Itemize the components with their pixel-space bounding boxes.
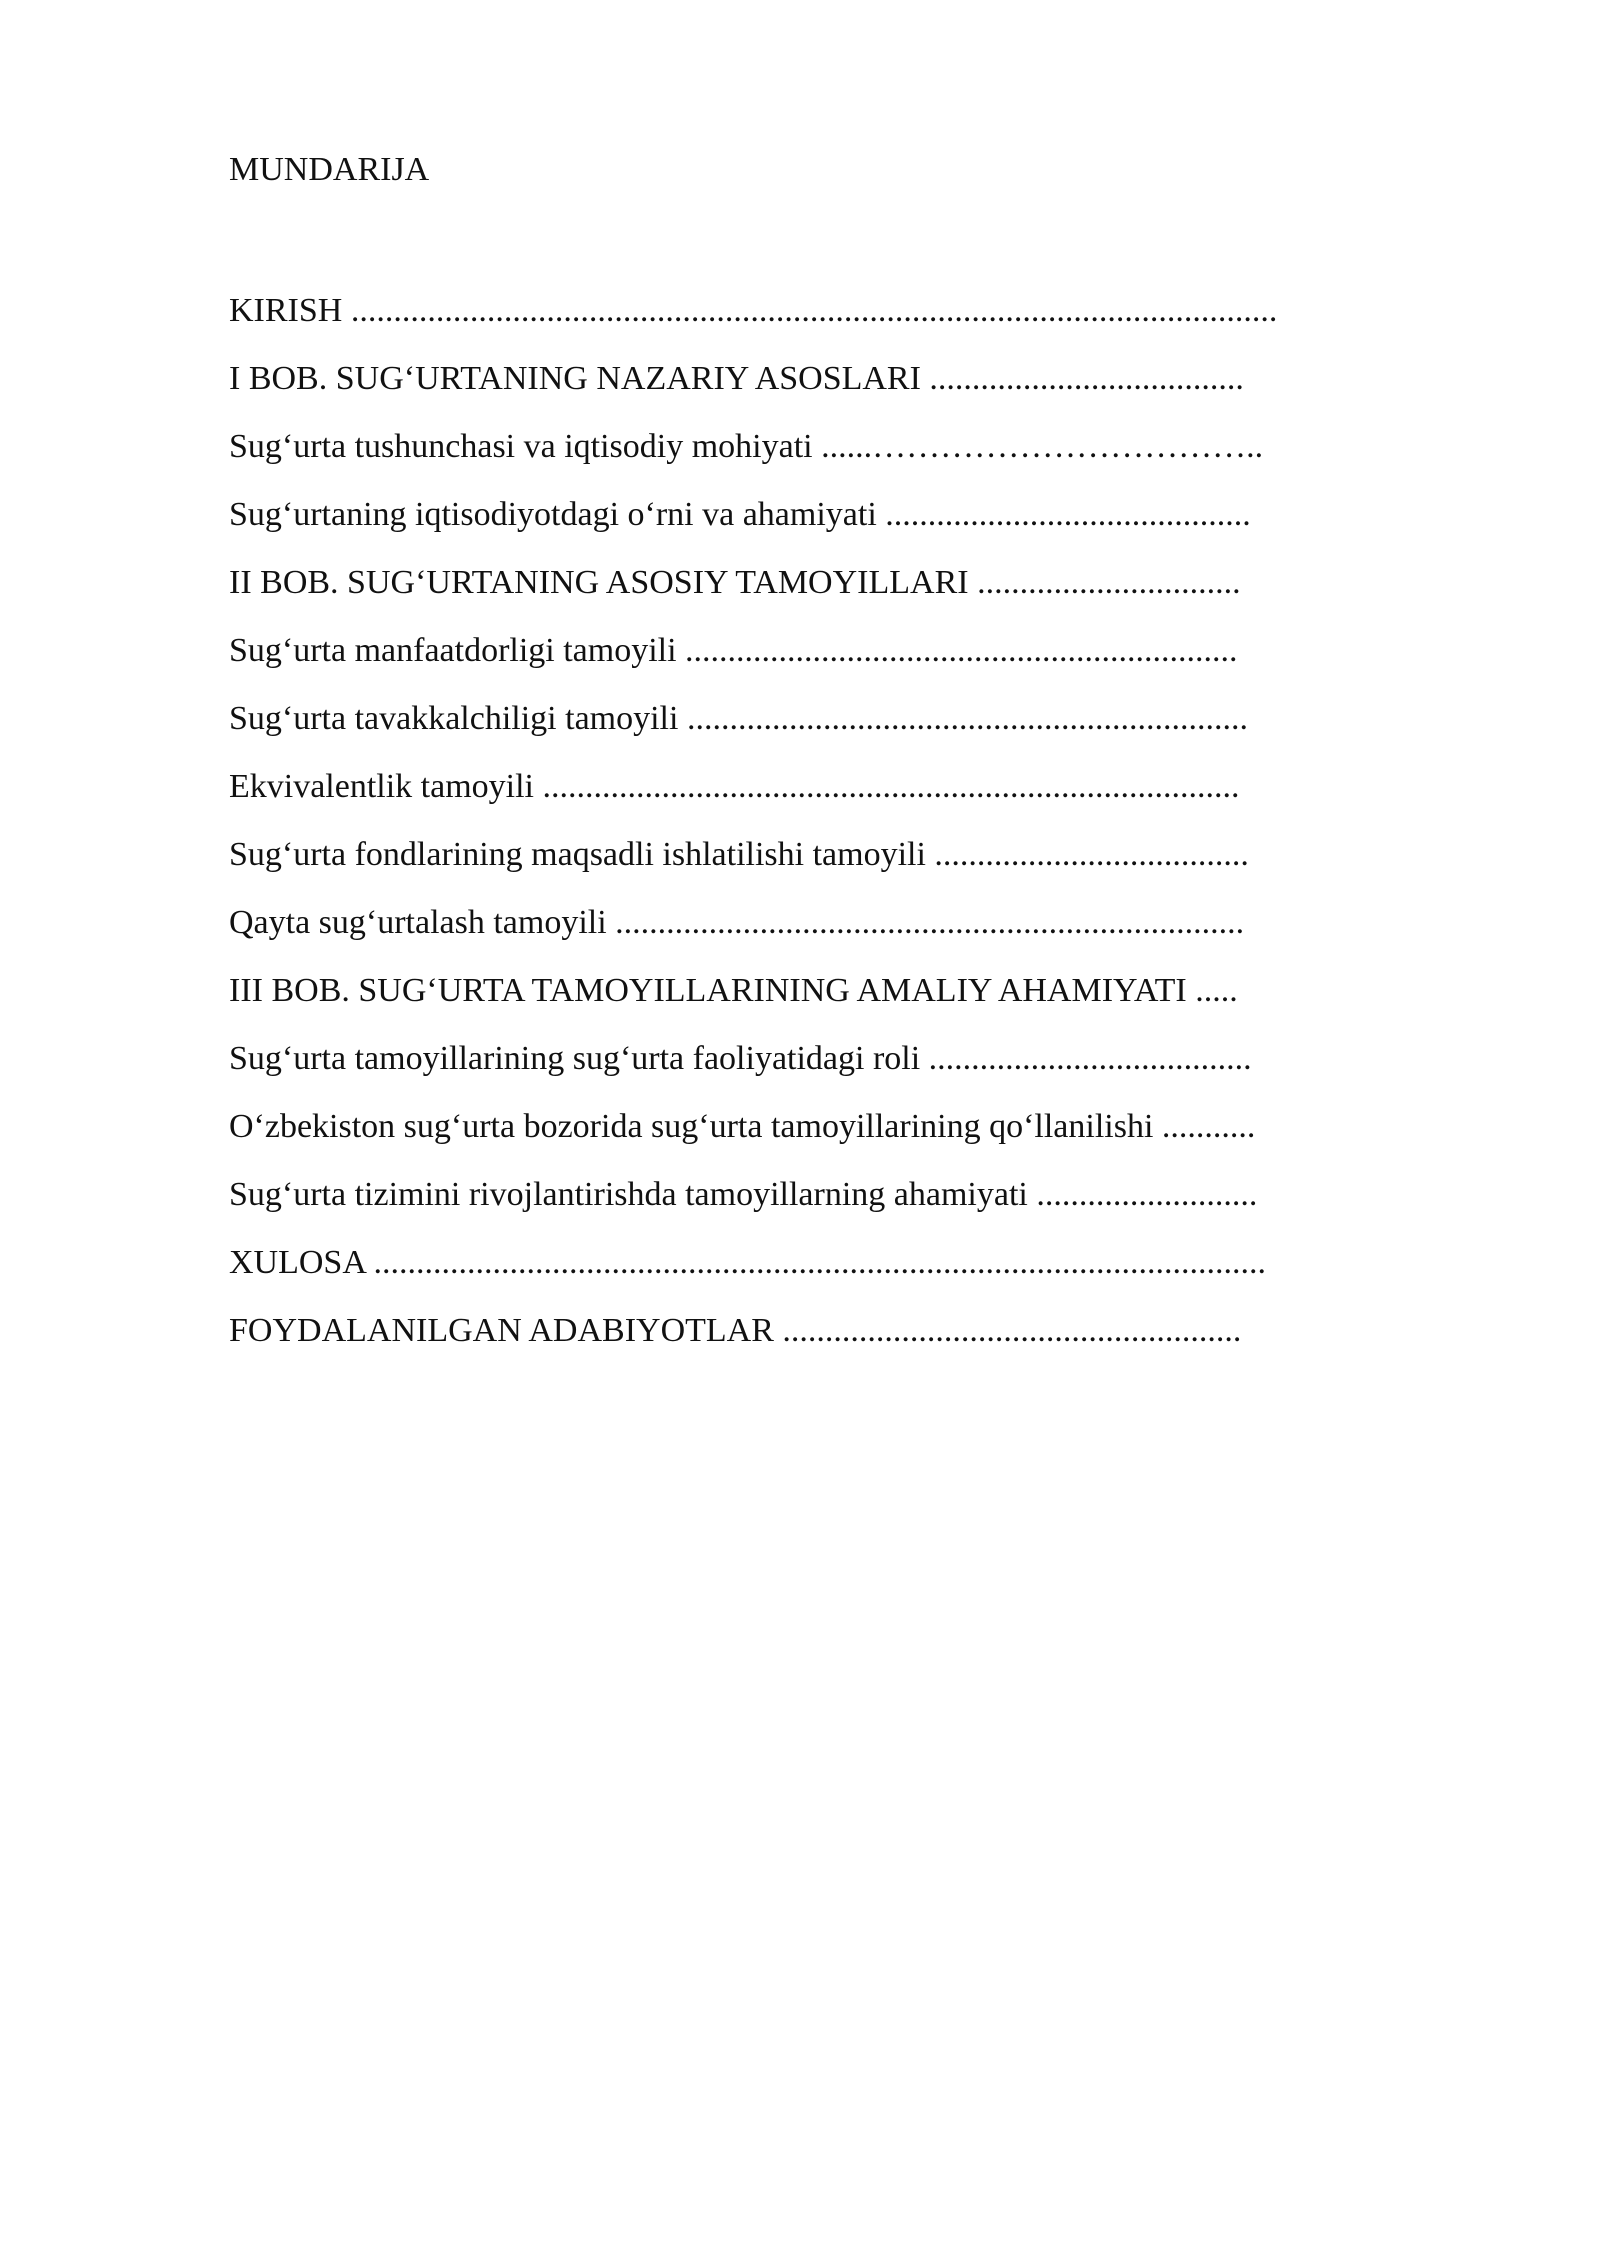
toc-entry-3-3: Sug‘urta tizimini rivojlantirishda tamoyillarning ahamiyati .......................... [229, 1176, 1258, 1213]
toc-entry-chapter-3: III BOB. SUG‘URTA TAMOYILLARINING AMALIY AHAMIYATI ..... [229, 972, 1238, 1009]
toc-entry-kirish: KIRISH ............................................................................................................. [229, 292, 1278, 329]
toc-entry-2-2: Sug‘urta tavakkalchiligi tamoyili .................................................................. [229, 700, 1248, 737]
toc-entry-2-3: Ekvivalentlik tamoyili .................................................................................. [229, 768, 1240, 805]
toc-entry-1-2: Sug‘urtaning iqtisodiyotdagi o‘rni va ahamiyati ........................................... [229, 496, 1251, 533]
page-title: MUNDARIJA [229, 151, 430, 188]
toc-entry-1-1: Sug‘urta tushunchasi va iqtisodiy mohiyati ......…………………………….. [229, 428, 1264, 465]
toc-entry-2-5: Qayta sug‘urtalash tamoyili .......................................................................... [229, 904, 1245, 941]
table-of-contents [229, 291, 1369, 1379]
toc-entry-2-1: Sug‘urta manfaatdorligi tamoyili ................................................................. [229, 632, 1238, 669]
toc-entry-chapter-1: I BOB. SUG‘URTANING NAZARIY ASOSLARI ..................................... [229, 360, 1244, 397]
toc-entry-xulosa: XULOSA ......................................................................................................... [229, 1244, 1267, 1281]
toc-entry-references: FOYDALANILGAN ADABIYOTLAR ...................................................... [229, 1312, 1242, 1349]
toc-entry-3-1: Sug‘urta tamoyillarining sug‘urta faoliyatidagi roli ...................................... [229, 1040, 1252, 1077]
toc-entry-chapter-2: II BOB. SUG‘URTANING ASOSIY TAMOYILLARI ............................... [229, 564, 1241, 601]
toc-entry-3-2: O‘zbekiston sug‘urta bozorida sug‘urta tamoyillarining qo‘llanilishi ........... [229, 1108, 1256, 1145]
toc-entry-2-4: Sug‘urta fondlarining maqsadli ishlatilishi tamoyili ..................................... [229, 836, 1249, 873]
